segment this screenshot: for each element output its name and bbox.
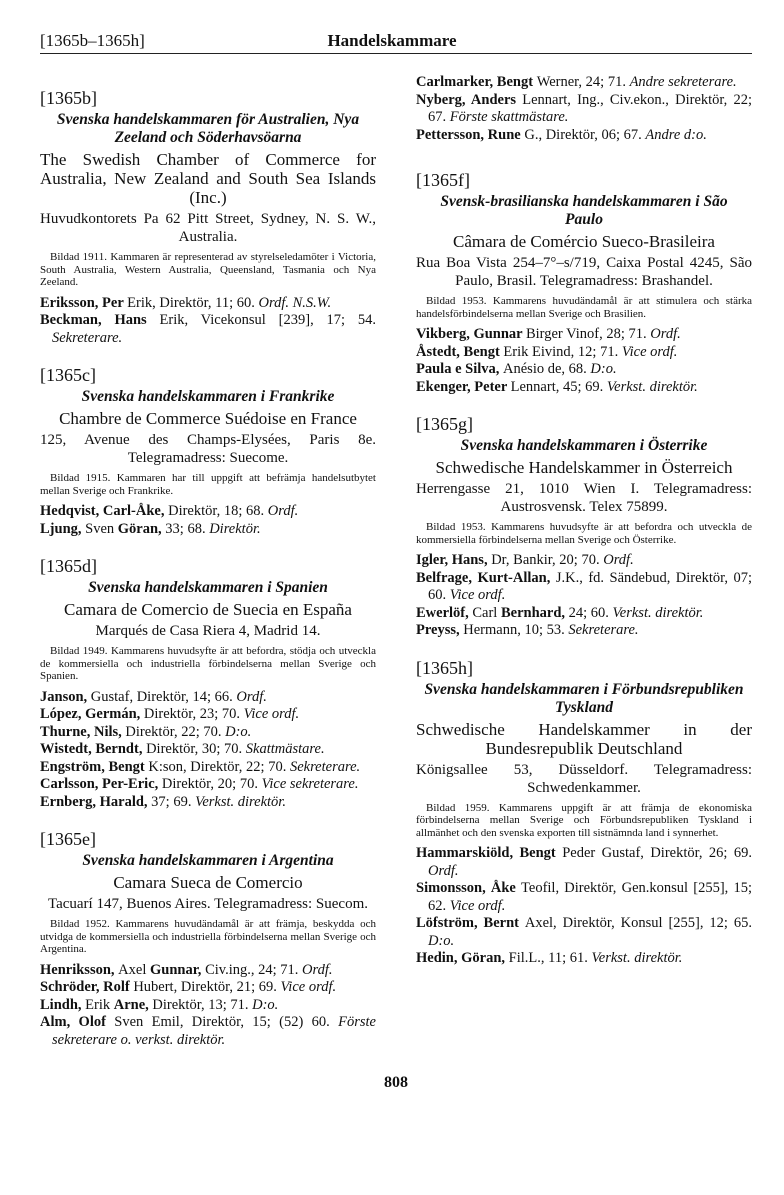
section-1365e [40, 829, 376, 1049]
section-1365g [416, 414, 752, 640]
person-role: Skattmästare. [245, 741, 325, 757]
person-entry [416, 326, 752, 344]
person-entry [416, 361, 752, 379]
person-name: Igler, Hans, [416, 552, 492, 568]
person-entry [40, 759, 376, 777]
person-entry [416, 552, 752, 570]
person-entry [416, 379, 752, 397]
section-address: Marqués de Casa Riera 4, Madrid 14. [95, 623, 321, 639]
section-1365h [416, 658, 752, 968]
section-swedish-title: Svenska handelskammaren i Argentina [82, 852, 334, 869]
person-role: D:o. [252, 996, 279, 1013]
person-entry [40, 962, 376, 980]
person-entry [40, 312, 376, 347]
person-details: Fil.L., 11; 61. [508, 950, 592, 966]
section-local-name: Camara Sueca de Comercio [113, 873, 303, 892]
person-role: Direktör. [209, 520, 261, 537]
section-local-name: Schwedische Handelskammer in Österreich [435, 458, 733, 477]
person-details: Hermann, 10; 53. [463, 622, 569, 638]
person-name: Göran, [117, 520, 166, 537]
person-details: Sven [85, 520, 118, 537]
person-entry [40, 724, 376, 742]
person-role: Ordf. [267, 503, 299, 519]
person-name: Hedqvist, Carl-Åke, [40, 503, 169, 519]
person-name: Simonsson, Åke [416, 880, 522, 896]
person-entry [416, 915, 752, 950]
section-number: [1365f] [416, 170, 470, 190]
person-details: 33; 68. [165, 520, 210, 537]
section-number: [1365h] [416, 657, 473, 678]
section-local-name: Camara de Comercio de Suecia en España [64, 600, 352, 619]
section-number: [1365e] [40, 829, 96, 849]
section-swedish-title: Svenska handelskammaren i Österrike [460, 437, 708, 454]
person-details: Teofil, Direktör, Gen.konsul [255], 15; 62. [428, 880, 752, 914]
person-role: Förste skattmästare. [449, 109, 569, 125]
person-entry [416, 127, 752, 145]
person-name: Löfström, Bernt [416, 915, 525, 931]
person-name: López, Germán, [40, 706, 144, 722]
person-entry [416, 570, 752, 605]
person-name: Hedin, Göran, [416, 950, 509, 966]
person-name: Engström, Bengt [40, 758, 149, 775]
person-name: Belfrage, Kurt-Allan, [416, 569, 556, 586]
person-name: Carlsson, Per-Eric, [40, 776, 162, 792]
person-details: Direktör, 22; 70. [125, 723, 226, 740]
person-details: Lennart, Ing., Civ.ekon., Direktör, 22; 67. [428, 91, 752, 125]
section-note: Bildad 1953. Kammarens huvudsyfte är att befordra och utveckla de kommersiella förbindelserna mellan Sverige och Österrike. [416, 521, 752, 546]
person-details: Erik, Direktör, 11; 60. [127, 294, 259, 311]
person-details: Direktör, 23; 70. [143, 706, 244, 722]
person-name: Schröder, Rolf [40, 979, 134, 995]
person-details: 37; 69. [151, 793, 196, 810]
person-entry [40, 689, 376, 707]
person-details: Gustaf, Direktör, 14; 66. [90, 688, 237, 705]
section-1365c [40, 365, 376, 538]
person-entry [416, 950, 752, 968]
person-role: Ordf. [603, 552, 634, 568]
person-role: Verkst. direktör. [612, 604, 704, 621]
person-entry [416, 622, 752, 640]
section-1365f [416, 170, 752, 396]
person-details: Civ.ing., 24; 71. [205, 961, 303, 978]
person-name: Preyss, [416, 622, 464, 638]
section-swedish-title: Svensk-brasilianska handelskammaren i São Paulo [440, 193, 728, 228]
person-details: Werner, 24; 71. [536, 74, 630, 90]
person-role: Vice ordf. [243, 706, 300, 722]
section-1365d [40, 556, 376, 811]
person-name: Ewerlöf, [416, 604, 473, 621]
continued-entries [416, 74, 752, 144]
person-role: Andre d:o. [645, 126, 707, 143]
section-local-name: Câmara de Comércio Sueco-Brasileira [453, 232, 715, 251]
person-details: G., Direktör, 06; 67. [524, 126, 646, 143]
person-name: Åstedt, Bengt [416, 343, 504, 360]
two-column-layout [40, 74, 752, 1067]
person-details: Direktör, 13; 71. [152, 996, 253, 1013]
person-entry [40, 979, 376, 997]
person-details: Hubert, Direktör, 21; 69. [133, 979, 281, 995]
person-role: Ordf. [650, 326, 681, 342]
section-number: [1365b] [40, 88, 97, 108]
person-entry [40, 503, 376, 521]
person-details: Axel, Direktör, Konsul [255], 12; 65. [524, 915, 752, 931]
person-role: Sekreterare. [289, 758, 361, 775]
person-entry [416, 605, 752, 623]
person-name: Eriksson, Per [40, 294, 128, 311]
page-body [40, 0, 752, 1093]
person-entry [416, 845, 752, 880]
person-name: Arne, [113, 996, 153, 1013]
person-role: Vice ordf. [449, 897, 506, 914]
person-name: Janson, [40, 688, 91, 705]
section-note: Bildad 1959. Kammarens uppgift är att främja de ekonomiska förbindelserna mellan Sverige och Förbundsrepubliken Tyskland i allmänhet och den svenska exporten till sistnämnda land i synnerhet. [416, 801, 752, 839]
person-entry [40, 1014, 376, 1049]
person-name: Bernhard, [500, 604, 569, 621]
person-entry [40, 997, 376, 1015]
person-role: Ordf. N.S.W. [258, 294, 332, 311]
person-entry [416, 344, 752, 362]
person-name: Ernberg, Harald, [40, 793, 152, 810]
person-name: Nyberg, Anders [416, 91, 523, 108]
person-name: Wistedt, Berndt, [40, 741, 147, 757]
person-name: Lindh, [40, 996, 86, 1013]
person-details: J.K., fd. Sändebud, Direktör, 07; 60. [428, 569, 752, 603]
running-title: Handelskammare [327, 31, 457, 50]
person-role: Vice ordf. [621, 343, 678, 360]
person-details: Anésio de, 68. [503, 361, 591, 377]
person-details: K:son, Direktör, 22; 70. [148, 758, 290, 775]
person-details: Direktör, 30; 70. [146, 741, 246, 757]
person-details: Birger Vinof, 28; 71. [525, 326, 651, 342]
left-column [40, 74, 376, 1067]
section-local-name: The Swedish Chamber of Commerce for Australia, New Zealand and South Sea Islands (Inc.) [40, 150, 376, 207]
section-swedish-title: Svenska handelskammaren i Frankrike [81, 388, 335, 405]
person-name: Pettersson, Rune [416, 126, 525, 143]
person-role: Vice ordf. [280, 979, 337, 995]
section-address: 125, Avenue des Champs-Elysées, Paris 8e. Telegramadress: Suecome. [40, 432, 376, 466]
section-note: Bildad 1952. Kammarens huvudändamål är att främja, beskydda och utvidga de kommersiella och industriella förbindelserna mellan Sverige och Argentina. [40, 918, 376, 955]
person-details: Carl [472, 604, 501, 621]
person-name: Gunnar, [149, 961, 206, 978]
person-details: 24; 60. [568, 604, 613, 621]
person-details: Axel [118, 961, 150, 978]
person-role: Vice ordf. [449, 587, 506, 603]
person-details: Peder Gustaf, Direktör, 26; 69. [562, 845, 753, 861]
person-details: Erik [85, 996, 114, 1013]
section-address: Huvudkontorets Pa 62 Pitt Street, Sydney, N. S. W., Australia. [40, 211, 376, 245]
right-column [416, 74, 752, 986]
section-address: Herrengasse 21, 1010 Wien I. Telegramadress: Austrosvensk. Telex 75899. [416, 481, 752, 515]
person-entry [40, 794, 376, 812]
person-name: Vikberg, Gunnar [416, 326, 526, 342]
person-details: Direktör, 18; 68. [168, 503, 268, 519]
person-role: Andre sekreterare. [629, 74, 737, 90]
person-role: D:o. [590, 361, 617, 377]
section-address: Königsallee 53, Düsseldorf. Telegramadress: Schwedenkammer. [416, 761, 752, 796]
person-entry [40, 741, 376, 759]
page-number: 808 [384, 1074, 408, 1091]
person-role: Ordf. [236, 688, 267, 705]
section-address: Tacuarí 147, Buenos Aires. Telegramadress: Suecom. [47, 896, 369, 912]
person-name: Ljung, [40, 520, 86, 537]
person-role: Sekreterare. [568, 622, 639, 638]
section-note: Bildad 1949. Kammarens huvudsyfte är att befordra, stödja och utveckla de kommersiella och industriella förbindelserna mellan Sverige och Spanien. [40, 645, 376, 682]
section-note: Bildad 1953. Kammarens huvudändamål är att stimulera och stärka handelsförbindelserna mellan Sverige och Brasilien. [416, 295, 752, 320]
person-entry [416, 92, 752, 127]
section-number: [1365c] [40, 365, 96, 385]
person-role: Förste sekreterare o. verkst. direktör. [52, 1014, 376, 1048]
section-address: Rua Boa Vista 254–7°–s/719, Caixa Postal 4245, São Paulo, Brasil. Telegramadress: Brashandel. [416, 255, 752, 289]
section-swedish-title: Svenska handelskammaren för Australien, Nya Zeeland och Söderhavsöarna [56, 111, 360, 146]
person-entry [416, 880, 752, 915]
person-details: Erik, Vicekonsul [239], 17; 54. [159, 312, 376, 328]
section-note: Bildad 1915. Kammaren har till uppgift att befrämja handelsutbytet mellan Sverige och Frankrike. [40, 472, 376, 497]
person-role: Vice sekreterare. [261, 776, 359, 792]
person-details: Erik Eivind, 12; 71. [503, 343, 622, 360]
person-name: Carlmarker, Bengt [416, 74, 537, 90]
section-note: Bildad 1911. Kammaren är representerad av styrelseledamöter i Victoria, South Australia, Western Australia, Queensland, Tasmania och Nya Zeeland. [40, 251, 376, 288]
person-entry [40, 521, 376, 539]
person-name: Hammarskiöld, Bengt [416, 845, 563, 861]
person-role: Verkst. direktör. [591, 950, 683, 966]
person-details: Direktör, 20; 70. [161, 776, 262, 792]
section-number: [1365g] [416, 414, 473, 434]
section-swedish-title: Svenska handelskammaren i Spanien [88, 579, 328, 596]
person-role: Verkst. direktör. [195, 793, 286, 810]
section-1365b [40, 88, 376, 347]
section-local-name: Schwedische Handelskammer in der Bundesrepublik Deutschland [416, 719, 752, 758]
person-role: Ordf. [428, 862, 459, 879]
person-entry [40, 706, 376, 724]
person-name: Thurne, Nils, [40, 723, 126, 740]
person-details: Lennart, 45; 69. [510, 378, 607, 395]
person-role: Verkst. direktör. [606, 378, 698, 395]
person-role: D:o. [225, 723, 252, 740]
person-name: Beckman, Hans [40, 312, 160, 328]
section-swedish-title: Svenska handelskammaren i Förbundsrepubliken Tyskland [424, 680, 744, 716]
page-range-header: [1365b–1365h] [40, 31, 145, 50]
section-local-name: Chambre de Commerce Suédoise en France [59, 409, 357, 428]
person-details: Sven Emil, Direktör, 15; (52) 60. [114, 1014, 339, 1030]
section-number: [1365d] [40, 556, 97, 576]
person-role: Ordf. [302, 961, 333, 978]
person-entry [40, 776, 376, 794]
person-name: Alm, Olof [40, 1014, 115, 1030]
person-name: Henriksson, [40, 961, 119, 978]
person-role: D:o. [428, 932, 455, 949]
person-name: Paula e Silva, [416, 361, 504, 377]
person-entry [416, 74, 752, 92]
person-entry [40, 295, 376, 313]
person-name: Ekenger, Peter [416, 378, 511, 395]
person-role: Sekreterare. [52, 329, 123, 346]
person-details: Dr, Bankir, 20; 70. [491, 552, 604, 568]
